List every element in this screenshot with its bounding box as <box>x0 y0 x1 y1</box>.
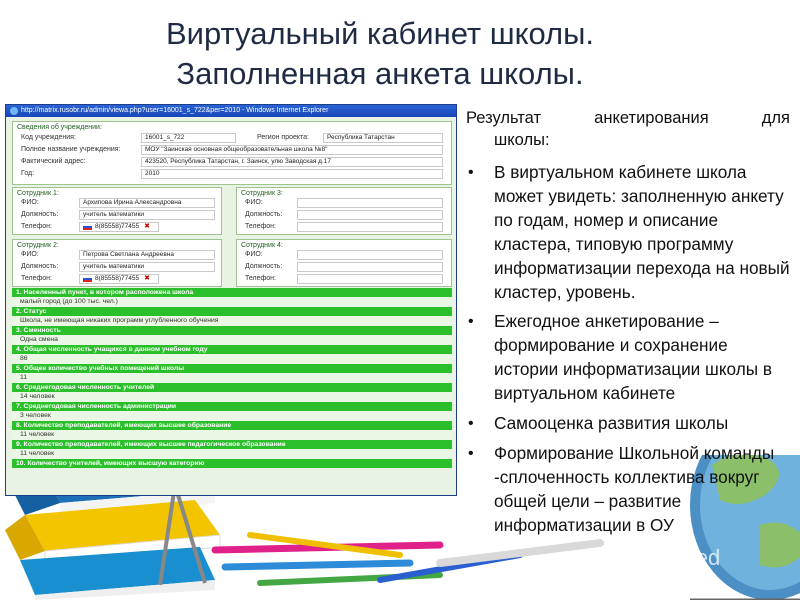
survey-item[interactable] <box>12 402 452 421</box>
clear-phone-icon[interactable]: ✖ <box>144 223 150 230</box>
fio-label: ФИО: <box>245 199 263 206</box>
employee-1-panel <box>12 187 222 235</box>
browser-window-screenshot <box>5 104 457 496</box>
phone-value <box>79 274 159 284</box>
browser-title: http://matrix.rusobr.ru/admin/viewa.php?user=16001_s_722&per=2010 - Windows Internet Explorer <box>21 107 329 114</box>
internet-explorer-icon <box>10 107 18 115</box>
intro-text <box>466 107 792 151</box>
survey-item[interactable] <box>12 421 452 440</box>
region-label: Регион проекта: <box>257 134 309 141</box>
phone-value <box>79 222 159 232</box>
survey-item[interactable] <box>12 326 452 345</box>
year-value: 2010 <box>141 169 443 179</box>
answer-text: Школа, не имеющая никаких программ углубленного обучения <box>12 316 452 326</box>
phone-value <box>297 274 443 284</box>
employee-header: Сотрудник 1: <box>17 190 59 197</box>
phone-value <box>297 222 443 232</box>
position-value <box>297 262 443 272</box>
bullet-item: • Формирование Школьной команды -сплоченность коллектива вокруг общей цели – развитие информатизации в ОУ <box>466 442 792 538</box>
answer-text: 11 <box>12 373 452 383</box>
survey-item[interactable] <box>12 345 452 364</box>
school-info-panel <box>12 121 452 185</box>
russia-flag-icon <box>83 276 92 282</box>
question-header[interactable]: 1. Населенный пункт, в котором расположена школа <box>12 288 452 297</box>
position-label: Должность: <box>245 211 283 218</box>
position-value <box>297 210 443 220</box>
question-header[interactable]: 8. Количество преподавателей, имеющих высшее образование <box>12 421 452 430</box>
phone-label: Телефон: <box>21 223 52 230</box>
answer-text: малый город (до 100 тыс. чел.) <box>12 297 452 307</box>
answer-text: 3 человек <box>12 411 452 421</box>
description-column <box>466 107 792 544</box>
bullet-item: • Ежегодное анкетирование – формирование и сохранение истории информатизации школы в виртуальном кабинете <box>466 310 792 406</box>
question-header[interactable]: 10. Количество учителей, имеющих высшую категорию <box>12 459 452 468</box>
fio-label: ФИО: <box>21 251 39 258</box>
bullet-list <box>466 161 792 538</box>
answer-text: 11 человек <box>12 430 452 440</box>
survey-item[interactable] <box>12 459 452 468</box>
employee-header: Сотрудник 4: <box>241 242 283 249</box>
question-header[interactable]: 3. Сменность <box>12 326 452 335</box>
clear-phone-icon[interactable]: ✖ <box>144 275 150 282</box>
employee-2-panel <box>12 239 222 287</box>
employee-header: Сотрудник 3: <box>241 190 283 197</box>
question-header[interactable]: 2. Статус <box>12 307 452 316</box>
position-value: учитель математики <box>79 262 215 272</box>
region-value: Республика Татарстан <box>323 133 443 143</box>
question-header[interactable]: 7. Среднегодовая численность администрации <box>12 402 452 411</box>
intro-line-2: школы: <box>494 131 550 149</box>
fio-label: ФИО: <box>21 199 39 206</box>
fio-value: Архипова Ирина Александровна <box>79 198 215 208</box>
phone-number: 8(85558)77455 <box>95 223 140 230</box>
phone-label: Телефон: <box>21 275 52 282</box>
bullet-item: • Самооценка развития школы <box>466 412 792 436</box>
employee-header: Сотрудник 2: <box>17 242 59 249</box>
phone-label: Телефон: <box>245 223 276 230</box>
position-label: Должность: <box>21 211 59 218</box>
russia-flag-icon <box>83 224 92 230</box>
code-value: 16001_s_722 <box>141 133 236 143</box>
address-value: 423520, Республика Татарстан, г. Заинск, улю Заводская д.17 <box>141 157 443 167</box>
position-value: учитель математики <box>79 210 215 220</box>
fio-value: Петрова Светлана Андреевна <box>79 250 215 260</box>
slide-title-line-1: Виртуальный кабинет школы. <box>165 16 595 51</box>
answer-text: 14 человек <box>12 392 452 402</box>
survey-item[interactable] <box>12 364 452 383</box>
answer-text: 11 человек <box>12 449 452 459</box>
code-label: Код учреждения: <box>21 134 76 141</box>
fio-value <box>297 250 443 260</box>
year-label: Год: <box>21 170 35 177</box>
question-header[interactable]: 6. Среднегодовая численность учителей <box>12 383 452 392</box>
fio-value <box>297 198 443 208</box>
phone-number: 8(85558)77455 <box>95 275 140 282</box>
answer-text: 86 <box>12 354 452 364</box>
intro-line-1: Результат анкетирования для <box>466 109 790 127</box>
question-header[interactable]: 4. Общая численность учащихся в данном учебном году <box>12 345 452 354</box>
position-label: Должность: <box>21 263 59 270</box>
address-label: Фактический адрес: <box>21 158 86 165</box>
question-header[interactable]: 5. Общее количество учебных помещений школы <box>12 364 452 373</box>
question-header[interactable]: 9. Количество преподавателей, имеющих высшее педагогическое образование <box>12 440 452 449</box>
survey-item[interactable] <box>12 307 452 326</box>
survey-list <box>12 288 452 468</box>
phone-label: Телефон: <box>245 275 276 282</box>
browser-titlebar <box>6 105 456 117</box>
employee-3-panel <box>236 187 452 235</box>
position-label: Должность: <box>245 263 283 270</box>
watermark-text: MyShared <box>620 545 721 570</box>
survey-item[interactable] <box>12 288 452 307</box>
employee-4-panel <box>236 239 452 287</box>
school-info-header: Сведения об учреждении: <box>17 124 102 131</box>
slide-title-line-2: Заполненная анкета школы. <box>176 56 584 91</box>
bullet-item: • В виртуальном кабинете школа может увидеть: заполненную анкету по годам, номер и описание кластера, типовую программу информатизации перехода на новый кластер, уровень. <box>466 161 792 304</box>
fio-label: ФИО: <box>245 251 263 258</box>
survey-item[interactable] <box>12 383 452 402</box>
answer-text: Одна смена <box>12 335 452 345</box>
fullname-value: МОУ "Заинская основная общеобразовательная школа №8" <box>141 145 443 155</box>
slide-title <box>0 14 760 94</box>
survey-item[interactable] <box>12 440 452 459</box>
fullname-label: Полное название учреждения: <box>21 146 121 153</box>
